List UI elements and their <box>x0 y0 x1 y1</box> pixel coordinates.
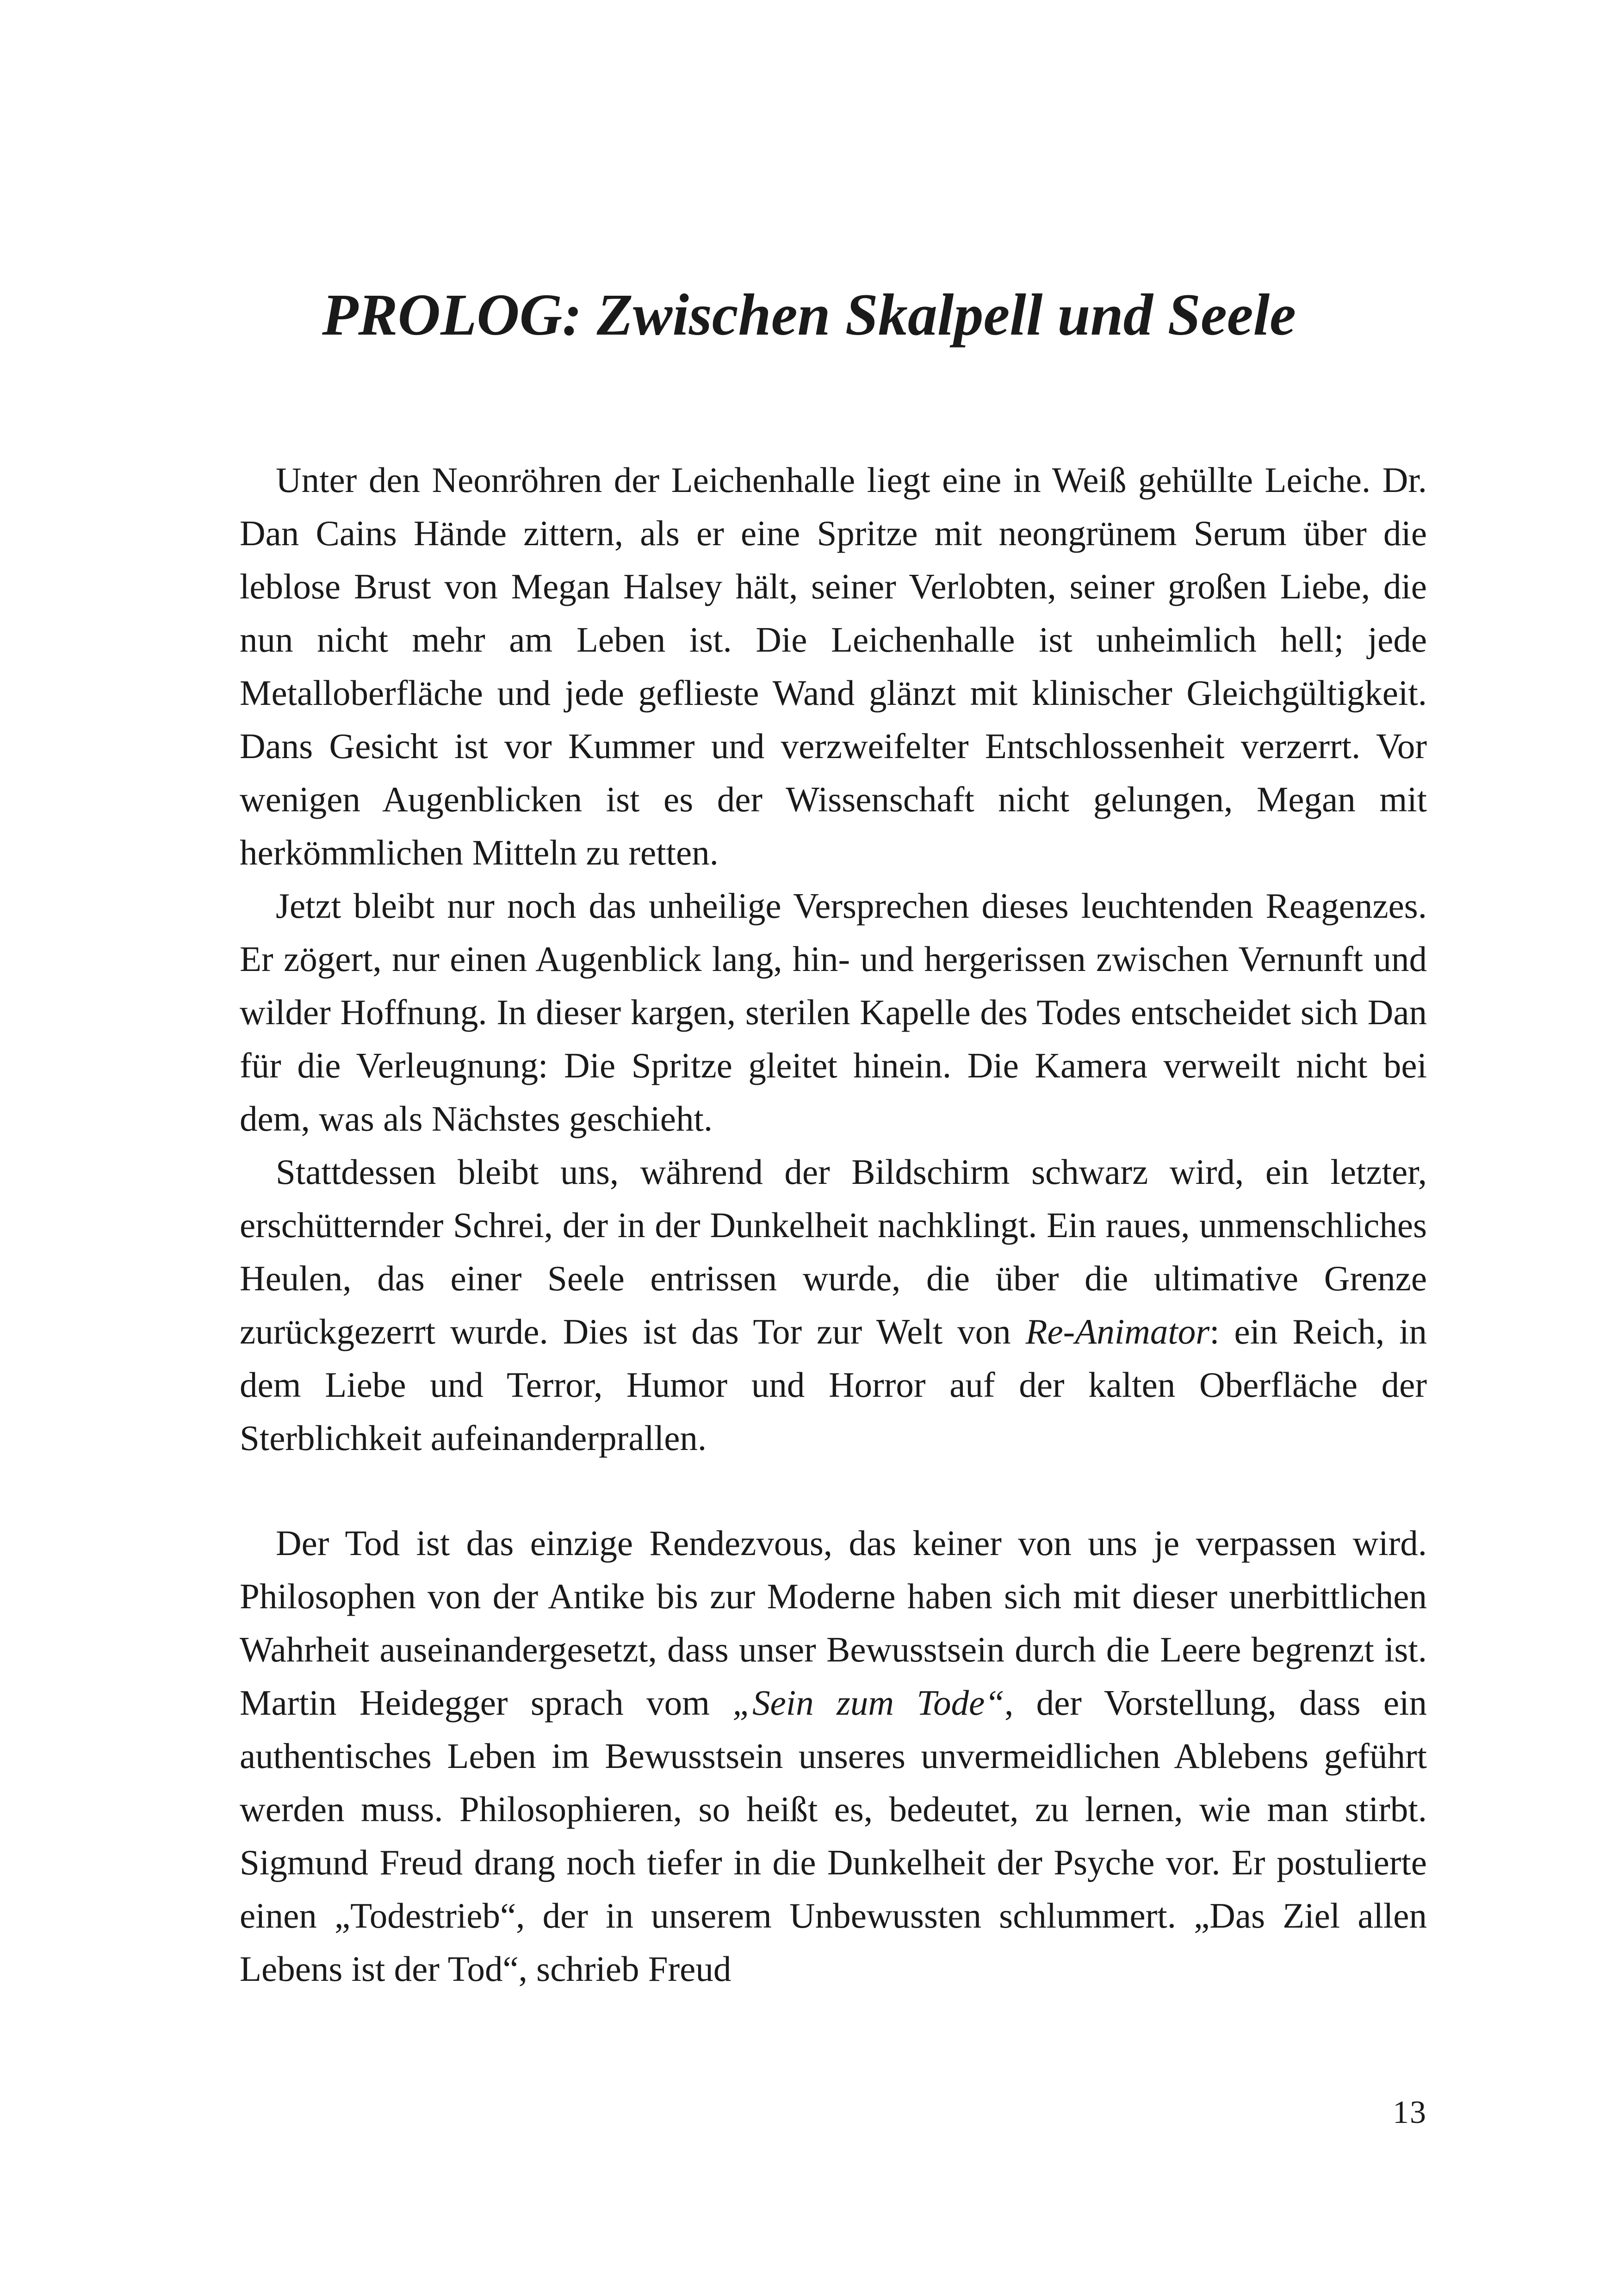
work-title-re-animator: Re-Animator <box>1025 1312 1210 1351</box>
paragraph-2 <box>240 879 1427 1145</box>
chapter-title: PROLOG: Zwischen Skalpell und Seele <box>322 282 1296 348</box>
paragraph-4-text-a: Der Tod ist das einzige Rendezvous, das keiner von uns je verpassen wird. Philosophen von der Antike bis zur Moderne haben sich mit dieser unerbittlichen Wahrheit auseinandergesetzt, dass unser Bewusstsein durch die Leere begrenzt ist. Martin Heidegger sprach vom <box>240 1523 1427 1723</box>
paragraph-2-text: Jetzt bleibt nur noch das unheilige Versprechen dieses leuchtenden Reagenzes. Er zögert, nur einen Augenblick lang, hin- und hergerissen zwischen Vernunft und wilder Hoffnung. In dieser kargen, sterilen Kapelle des Todes entscheidet sich Dan für die Verleugnung: Die Spritze gleitet hinein. Die Kamera verweilt nicht bei dem, was als Nächstes geschieht. <box>240 886 1427 1139</box>
paragraph-3-text-b: : ein Reich, in dem Liebe und Terror, Humor und Horror auf der kalten Oberfläche der Sterblichkeit aufeinanderprallen. <box>240 1312 1427 1458</box>
paragraph-4-text-b: , der Vorstellung, dass ein authentisches Leben im Bewusstsein unseres unvermeidlichen Ablebens geführt werden muss. Philosophieren, so heißt es, bedeutet, zu lernen, wie man stirbt. Sigmund Freud drang noch tiefer in die Dunkelheit der Psyche vor. Er postulierte einen „Todestrieb“, der in unserem Unbewussten schlummert. „Das Ziel allen Lebens ist der Tod“, schrieb Freud <box>240 1683 1427 1989</box>
quote-sein-zum-tode: „Sein zum Tode“ <box>732 1683 1005 1723</box>
paragraph-3 <box>240 1145 1427 1465</box>
paragraph-1 <box>240 454 1427 879</box>
body-text <box>240 454 1427 1996</box>
page-number: 13 <box>1393 2095 1427 2130</box>
paragraph-3-text-a: Stattdessen bleibt uns, während der Bildschirm schwarz wird, ein letzter, erschütternder Schrei, der in der Dunkelheit nachklingt. Ein raues, unmenschliches Heulen, das einer Seele entrissen wurde, die über die ultimative Grenze zurückgezerrt wurde. Dies ist das Tor zur Welt von <box>240 1152 1427 1351</box>
paragraph-1-text: Unter den Neonröhren der Leichenhalle liegt eine in Weiß gehüllte Leiche. Dr. Dan Cains Hände zittern, als er eine Spritze mit neongrünem Serum über die leblose Brust von Megan Halsey hält, seiner Verlobten, seiner großen Liebe, die nun nicht mehr am Leben ist. Die Leichenhalle ist unheimlich hell; jede Metalloberfläche und jede geflieste Wand glänzt mit klinischer Gleichgültigkeit. Dans Gesicht ist vor Kummer und verzweifelter Entschlossenheit verzerrt. Vor wenigen Augenblicken ist es der Wissenschaft nicht gelungen, Megan mit herkömmlichen Mitteln zu retten. <box>240 460 1427 872</box>
paragraph-4 <box>240 1517 1427 1996</box>
